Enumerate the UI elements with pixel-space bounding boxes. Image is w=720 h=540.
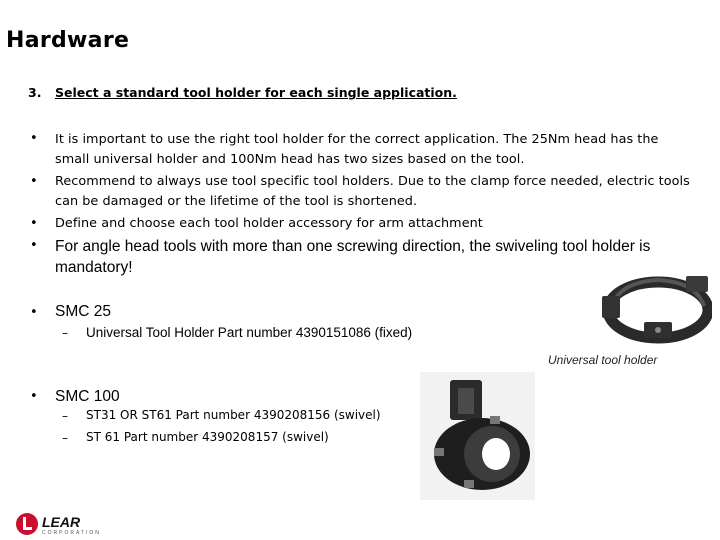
- lear-logo-mark: [15, 512, 41, 536]
- image-caption: Universal tool holder: [548, 353, 658, 367]
- bullet-marker: •: [30, 216, 38, 231]
- bullet-text: It is important to use the right tool holder for the correct application. The 25Nm head has the small universal holder and 100Nm head has two sizes based on the tool.: [55, 132, 659, 167]
- bullet-text: Define and choose each tool holder accessory for arm attachment: [55, 216, 483, 231]
- bullet-marker: •: [30, 389, 38, 404]
- bullet-marker: •: [30, 131, 38, 146]
- sub-bullet-text: ST 61 Part number 4390208157 (swivel): [86, 430, 329, 444]
- bullet-marker: •: [30, 174, 38, 189]
- bullet-marker: •: [30, 238, 38, 253]
- step-number: 3.: [28, 85, 42, 100]
- swivel-tool-holder-image: [420, 372, 535, 500]
- bullet-text: Recommend to always use tool specific tool holders. Due to the clamp force needed, electric tools can be damaged or the lifetime of the tool is shortened.: [55, 174, 690, 209]
- step-heading: Select a standard tool holder for each single application.: [55, 85, 457, 100]
- lear-logo-text: LEAR: [42, 514, 81, 530]
- universal-tool-holder-image: [600, 270, 712, 348]
- bullet-text: SMC 100: [55, 388, 120, 405]
- sub-bullet-marker: –: [62, 431, 68, 445]
- slide-title: Hardware: [6, 28, 130, 53]
- bullet-marker: •: [30, 305, 38, 320]
- sub-bullet-marker: –: [62, 409, 68, 423]
- sub-bullet-marker: –: [62, 326, 68, 340]
- sub-bullet-text: Universal Tool Holder Part number 4390151086 (fixed): [86, 325, 413, 340]
- lear-logo-subtext: CORPORATION: [42, 530, 101, 536]
- sub-bullet-text: ST31 OR ST61 Part number 4390208156 (swivel): [86, 408, 381, 422]
- bullet-text: For angle head tools with more than one screwing direction, the swiveling tool holder is mandatory!: [55, 238, 651, 276]
- bullet-text: SMC 25: [55, 303, 111, 320]
